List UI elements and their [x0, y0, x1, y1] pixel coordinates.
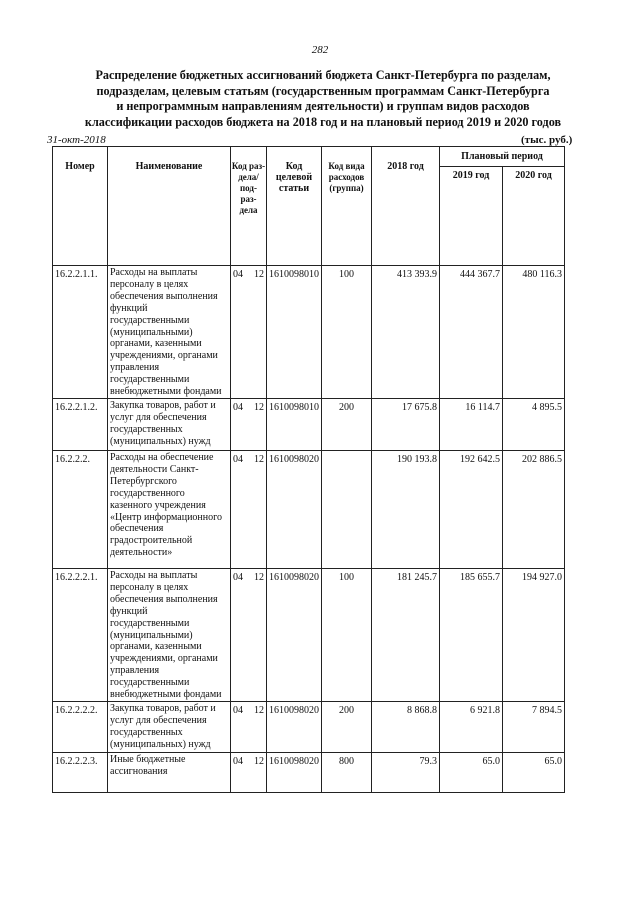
row-number: 16.2.2.2.3.: [53, 752, 108, 792]
row-amount-2019: 185 655.7: [440, 568, 503, 701]
header-expense-type-code: Код вида расходов (группа): [322, 147, 372, 266]
row-expense-type: 800: [322, 752, 372, 792]
row-amount-2019: 6 921.8: [440, 701, 503, 752]
table-row: [53, 752, 565, 792]
row-name: Расходы на выплаты персоналу в целях обеспечения выполнения функций государственными (муниципальными) органами, казенными учреждениями, органами управления государственными внебюджетными фондами: [108, 266, 231, 399]
document-title: [40, 68, 606, 130]
row-expense-type: 100: [322, 568, 372, 701]
row-section: 04: [231, 398, 249, 450]
header-number: Номер: [53, 147, 108, 266]
header-target-code: Код целевой статьи: [267, 147, 322, 266]
row-amount-2020: 480 116.3: [503, 266, 565, 399]
row-amount-2019: 192 642.5: [440, 450, 503, 568]
row-subsection: 12: [249, 266, 267, 399]
row-expense-type: [322, 450, 372, 568]
row-number: 16.2.2.1.2.: [53, 398, 108, 450]
header-2019: 2019 год: [440, 167, 503, 266]
row-subsection: 12: [249, 701, 267, 752]
row-target-code: 1610098020: [267, 752, 322, 792]
row-amount-2020: 65.0: [503, 752, 565, 792]
row-section: 04: [231, 752, 249, 792]
header-2020: 2020 год: [503, 167, 565, 266]
row-number: 16.2.2.2.1.: [53, 568, 108, 701]
row-expense-type: 200: [322, 398, 372, 450]
row-amount-2018: 413 393.9: [372, 266, 440, 399]
title-line: классификации расходов бюджета на 2018 год и на плановый период 2019 и 2020 годов: [84, 114, 562, 129]
table-row: [53, 450, 565, 568]
document-date: 31-окт-2018: [47, 134, 106, 146]
row-target-code: 1610098010: [267, 266, 322, 399]
table-row: [53, 266, 565, 399]
row-amount-2019: 65.0: [440, 752, 503, 792]
budget-table: [52, 146, 565, 793]
row-number: 16.2.2.1.1.: [53, 266, 108, 399]
row-amount-2018: 8 868.8: [372, 701, 440, 752]
row-subsection: 12: [249, 752, 267, 792]
row-name: Закупка товаров, работ и услуг для обеспечения государственных (муниципальных) нужд: [108, 398, 231, 450]
row-target-code: 1610098020: [267, 568, 322, 701]
row-section: 04: [231, 568, 249, 701]
row-amount-2018: 181 245.7: [372, 568, 440, 701]
row-amount-2020: 202 886.5: [503, 450, 565, 568]
row-expense-type: 200: [322, 701, 372, 752]
row-name: Расходы на обеспечение деятельности Санкт-Петербургского государственного казенного учреждения «Центр информационного обеспечения градостроительной деятельности»: [108, 450, 231, 568]
row-name: Иные бюджетные ассигнования: [108, 752, 231, 792]
header-section-code: Код раз- дела/ под- раз- дела: [231, 147, 267, 266]
row-number: 16.2.2.2.: [53, 450, 108, 568]
row-section: 04: [231, 266, 249, 399]
row-subsection: 12: [249, 450, 267, 568]
row-expense-type: 100: [322, 266, 372, 399]
table-row: [53, 568, 565, 701]
title-line: Распределение бюджетных ассигнований бюджета Санкт-Петербурга по разделам,: [95, 68, 551, 82]
row-subsection: 12: [249, 568, 267, 701]
row-section: 04: [231, 701, 249, 752]
row-name: Расходы на выплаты персоналу в целях обеспечения выполнения функций государственными (муниципальными) органами, казенными учреждениями, органами управления государственными внебюджетными фондами: [108, 568, 231, 701]
row-name: Закупка товаров, работ и услуг для обеспечения государственных (муниципальных) нужд: [108, 701, 231, 752]
row-amount-2020: 4 895.5: [503, 398, 565, 450]
header-name: Наименование: [108, 147, 231, 266]
table-row: [53, 701, 565, 752]
row-amount-2020: 7 894.5: [503, 701, 565, 752]
table-row: [53, 398, 565, 450]
row-amount-2020: 194 927.0: [503, 568, 565, 701]
header-planned-period: Плановый период: [440, 147, 565, 167]
row-amount-2019: 16 114.7: [440, 398, 503, 450]
title-line: подразделам, целевым статьям (государственным программам Санкт-Петербурга: [96, 83, 550, 98]
row-section: 04: [231, 450, 249, 568]
row-amount-2018: 17 675.8: [372, 398, 440, 450]
header-2018: 2018 год: [372, 147, 440, 266]
row-target-code: 1610098010: [267, 398, 322, 450]
row-target-code: 1610098020: [267, 701, 322, 752]
title-line: и непрограммным направлениям деятельности) и группам видов расходов: [116, 99, 530, 113]
page-number: 282: [311, 44, 329, 56]
row-target-code: 1610098020: [267, 450, 322, 568]
row-number: 16.2.2.2.2.: [53, 701, 108, 752]
row-amount-2019: 444 367.7: [440, 266, 503, 399]
row-subsection: 12: [249, 398, 267, 450]
row-amount-2018: 79.3: [372, 752, 440, 792]
units-label: (тыс. руб.): [521, 134, 573, 146]
row-amount-2018: 190 193.8: [372, 450, 440, 568]
